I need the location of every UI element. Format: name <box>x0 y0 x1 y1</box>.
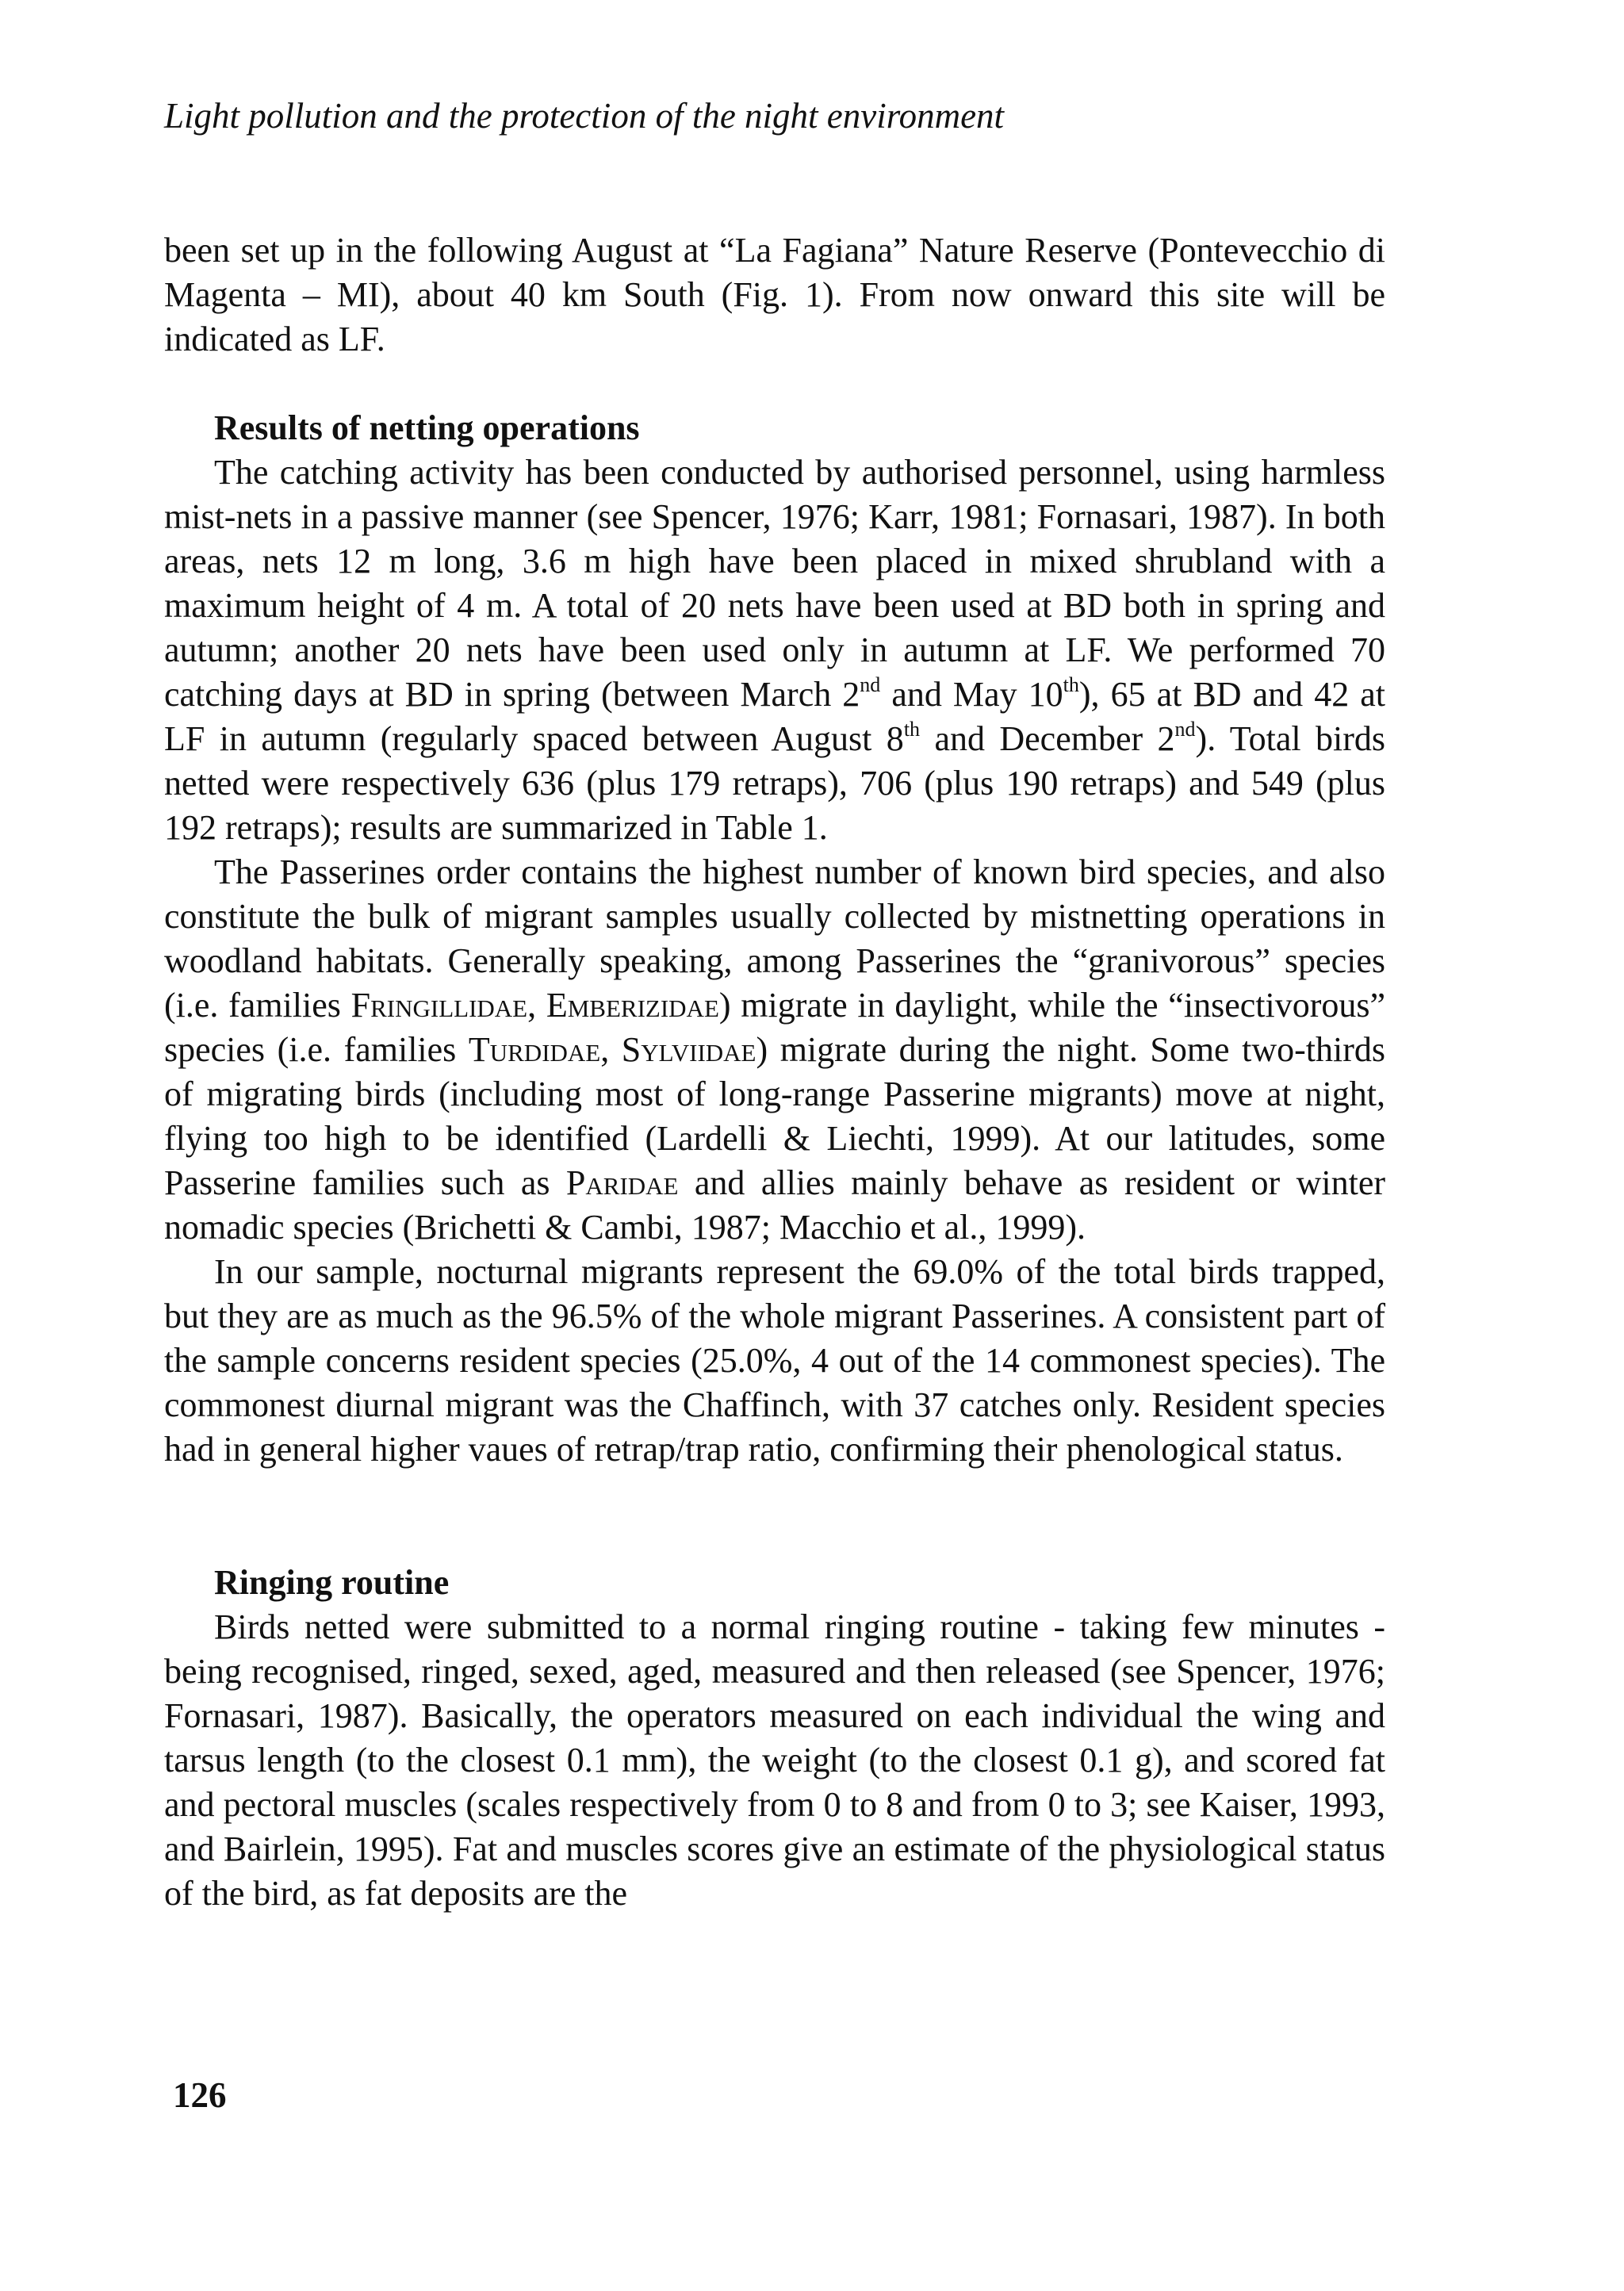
ringing-paragraph-1: Birds netted were submitted to a normal ringing routine - taking few minutes - being recognised, ringed, sexed, aged, measured and then released (see Spencer, 1976; Fornasari, 1987). Basically, the operators measured on each individual the wing and tarsus length (to the closest 0.1 mm), the weight (to the closest 0.1 g), and scored fat and pectoral muscles (scales respectively from 0 to 8 and from 0 to 3; see Kaiser, 1993, and Bairlein, 1995). Fat and muscles scores give an estimate of the physiological status of the bird, as fat deposits are the <box>164 1607 1385 1913</box>
text-run: ). Total birds netted were respectively 636 (plus 179 retraps), 706 (plus 190 retraps) and 549 (plus 192 retraps); results are summarized in Table 1. <box>164 719 1385 847</box>
page-number: 126 <box>173 2075 227 2115</box>
intro-paragraph: been set up in the following August at “La Fagiana” Nature Reserve (Pontevecchio di Magenta – MI), about 40 km South (Fig. 1). From now onward this site will be indicated as LF. <box>164 231 1385 358</box>
text-run: The catching activity has been conducted by authorised personnel, using harmless mist-nets in a passive manner (see Spencer, 1976; Karr, 1981; Fornasari, 1987). In both areas, nets 12 m long, 3.6 m high have been placed in mixed shrubland with a maximum height of 4 m. A total of 20 nets have been used at BD both in spring and autumn; another 20 nets have been used only in autumn at LF. We performed 70 catching days at BD in spring (between March 2 <box>164 453 1385 714</box>
section-heading-netting: Results of netting operations <box>214 408 640 447</box>
text-run: ), 65 at BD and 42 at LF in autumn (regularly spaced between August 8 <box>164 675 1386 758</box>
text-run: and May 10 <box>880 675 1063 714</box>
ordinal-suffix: th <box>903 718 921 741</box>
text-run: , <box>600 1030 622 1069</box>
netting-paragraph-2 <box>164 850 1385 1250</box>
text-run: , <box>527 986 546 1025</box>
ordinal-suffix: th <box>1063 673 1079 696</box>
family-name: Emberizidae <box>546 986 719 1025</box>
page-body <box>164 228 1385 1916</box>
text-run: ) migrate during the night. Some two-thirds of migrating birds (including most of long-range Passerine migrants) move at night, flying too high to be identified (Lardelli & Liechti, 1999). At our latitudes, some Passerine families such as <box>164 1030 1386 1202</box>
family-name: Sylviidae <box>621 1030 756 1069</box>
family-name: Paridae <box>565 1163 679 1202</box>
text-run: and allies mainly behave as resident or winter nomadic species (Brichetti & Cambi, 1987; Macchio et al., 1999). <box>164 1163 1386 1247</box>
running-head: Light pollution and the protection of the night environment <box>164 96 1005 136</box>
netting-paragraph-3: In our sample, nocturnal migrants represent the 69.0% of the total birds trapped, but they are as much as the 96.5% of the whole migrant Passerines. A consistent part of the sample concerns resident species (25.0%, 4 out of the 14 commonest species). The commonest diurnal migrant was the Chaffinch, with 37 catches only. Resident species had in general higher vaues of retrap/trap ratio, confirming their phenological status. <box>164 1252 1385 1469</box>
family-name: Turdidae <box>468 1030 601 1069</box>
ordinal-suffix: nd <box>1174 718 1196 741</box>
netting-paragraph-1 <box>164 450 1385 850</box>
family-name: Fringillidae <box>350 986 528 1025</box>
section-heading-ringing: Ringing routine <box>214 1563 450 1602</box>
text-run: ) migrate in daylight, while the “insectivorous” species (i.e. families <box>164 986 1386 1069</box>
text-run: The Passerines order contains the highest number of known bird species, and also constitute the bulk of migrant samples usually collected by mistnetting operations in woodland habitats. Generally speaking, among Passerines the “granivorous” species (i.e. families <box>164 852 1385 1025</box>
ordinal-suffix: nd <box>860 673 881 696</box>
text-run: and December 2 <box>920 719 1175 758</box>
